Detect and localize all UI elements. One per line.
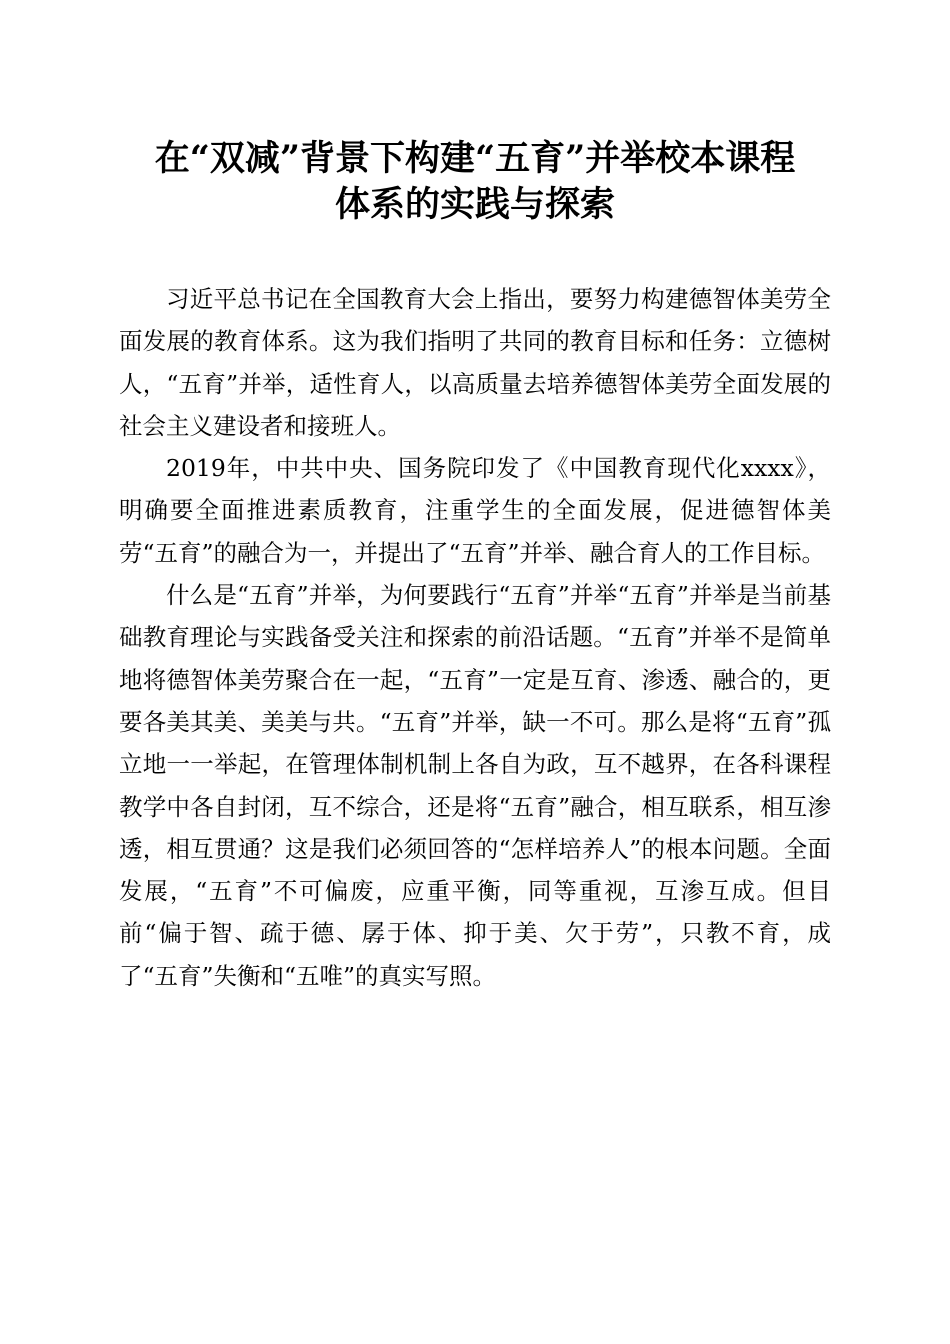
paragraph-1: 习近平总书记在全国教育大会上指出，要努力构建德智体美劳全面发展的教育体系。这为我们指明了共同的教育目标和任务：立德树人，“五育”并举，适性育人，以高质量去培养德智体美劳全面发展的社会主义建设者和接班人。 (119, 285, 831, 440)
document-title (100, 136, 850, 228)
title-line-1: 在“双减”背景下构建“五育”并举校本课程 (154, 138, 796, 179)
title-line-2: 体系的实践与探索 (334, 184, 615, 225)
paragraph-3: 什么是“五育”并举，为何要践行“五育”并举“五育”并举是当前基础教育理论与实践备受关注和探索的前沿话题。“五育”并举不是简单地将德智体美劳聚合在一起，“五育”一定是互育、渗透、融合的，更要各美其美、美美与共。“五育”并举，缺一不可。那么是将“五育”孤立地一一举起，在管理体制机制上各自为政，互不越界，在各科课程教学中各自封闭，互不综合，还是将“五育”融合，相互联系，相互渗透，相互贯通？这是我们必须回答的“怎样培养人”的根本问题。全面发展，“五育”不可偏废，应重平衡，同等重视，互渗互成。但目前“偏于智、疏于德、孱于体、抑于美、欠于劳”，只教不育，成了“五育”失衡和“五唯”的真实写照。 (119, 581, 831, 990)
paragraph-2: 2019年，中共中央、国务院印发了《中国教育现代化xxxx》，明确要全面推进素质教育，注重学生的全面发展，促进德智体美劳“五育”的融合为一，并提出了“五育”并举、融合育人的工作目标。 (119, 454, 831, 567)
document-body (119, 278, 831, 997)
